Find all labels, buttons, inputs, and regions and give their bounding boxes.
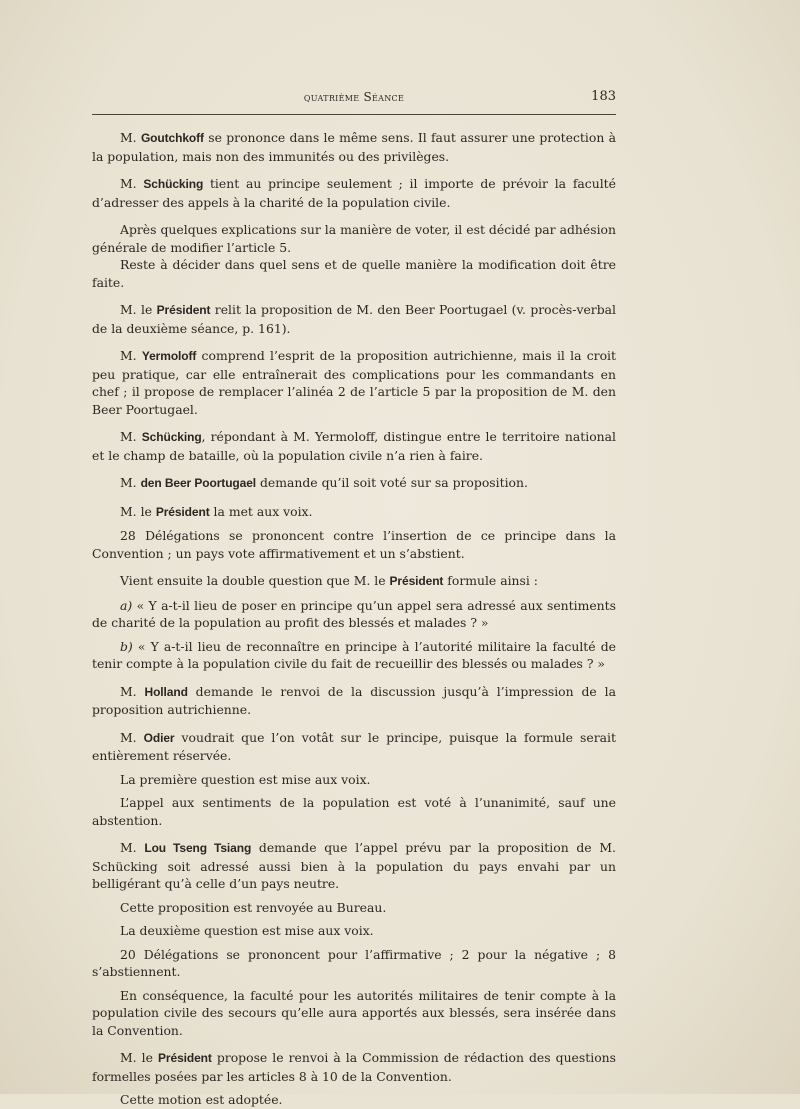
paragraph: M. le Président relit la proposition de M. den Beer Poortugael (v. procès-verbal de la deuxième séance, p. 161).: [92, 302, 616, 336]
paragraph: M. Holland demande le renvoi de la discussion jusqu’à l’impression de la proposition autrichienne.: [92, 683, 616, 717]
speaker-name: Président: [389, 574, 444, 588]
speaker-name: Odier: [143, 730, 175, 745]
paragraph: La deuxième question est mise aux voix.: [120, 923, 374, 938]
speaker-name: Schücking: [141, 430, 202, 444]
header-title: quatrième Séance: [303, 90, 405, 104]
speaker-name: Président: [158, 1051, 212, 1065]
paragraph: Cette motion est adoptée.: [120, 1092, 283, 1107]
speaker-name: Goutchkoff: [140, 131, 204, 145]
paragraph: 28 Délégations se prononcent contre l’insertion de ce principe dans la Convention ; un pays vote affirmativement et un s’abstient.: [92, 528, 616, 561]
paragraph: M. Odier voudrait que l’on votât sur le principe, puisque la formule serait entièrement réservée.: [92, 729, 616, 763]
question-a: a) « Y a-t-il lieu de poser en principe qu’un appel sera adressé aux sentiments de charité de la population au profit des blessés et malades ? »: [92, 597, 616, 630]
header-rule: [92, 114, 616, 115]
speaker-name: Président: [155, 504, 210, 519]
page-number: 183: [591, 89, 616, 104]
paragraph: 20 Délégations se prononcent pour l’affirmative ; 2 pour la négative ; 8 s’abstiennent.: [92, 946, 616, 979]
speaker-name: Schücking: [143, 177, 204, 191]
question-b: b) « Y a-t-il lieu de reconnaître en principe à l’autorité militaire la faculté de tenir compte à la population civile du fait de recueillir des blessés ou malades ? »: [92, 638, 616, 671]
paragraph: M. Schücking tient au principe seulement ; il importe de prévoir la faculté d’adresser des appels à la charité de la population civile.: [92, 176, 616, 210]
paragraph: En conséquence, la faculté pour les autorités militaires de tenir compte à la population civile des secours qu’elle aura apportés aux blessés, sera insérée dans la Convention.: [92, 987, 616, 1038]
speaker-name: Yermoloff: [141, 349, 197, 363]
paragraph: M. Lou Tseng Tsiang demande que l’appel prévu par la proposition de M. Schücking soit adressé aussi bien à la population du pays envahi par un belligérant qu’à celle d’un pays neutre.: [92, 840, 616, 891]
running-header: [92, 90, 616, 110]
paragraph: M. Goutchkoff se prononce dans le même sens. Il faut assurer une protection à la population, mais non des immunités ou des privilèges.: [92, 130, 616, 164]
paragraph: M. Schücking, répondant à M. Yermoloff, distingue entre le territoire national et le champ de bataille, où la population civile n’a rien à faire.: [92, 429, 616, 463]
speaker-name: Holland: [144, 684, 188, 699]
paragraph: Reste à décider dans quel sens et de quelle manière la modification doit être faite.: [92, 257, 616, 290]
paragraph: La première question est mise aux voix.: [120, 771, 371, 787]
speaker-name: den Beer Poortugael: [140, 476, 257, 490]
paragraph: Cette proposition est renvoyée au Bureau.: [120, 899, 387, 915]
paragraph: L’appel aux sentiments de la population est voté à l’unanimité, sauf une abstention.: [92, 795, 616, 828]
paragraph: Vient ensuite la double question que M. le Président formule ainsi :: [120, 573, 538, 588]
paragraph: Après quelques explications sur la manière de voter, il est décidé par adhésion générale de modifier l’article 5.: [92, 222, 616, 255]
speaker-name: Président: [156, 303, 211, 317]
paragraph: M. Yermoloff comprend l’esprit de la proposition autrichienne, mais il la croit peu pratique, car elle entraînerait des complications pour les commandants en chef ; il propose de remplacer l’alinéa 2 de l’article 5 par la proposition de M. den Beer Poortugael.: [92, 348, 616, 417]
paragraph: M. le Président la met aux voix.: [120, 503, 313, 519]
paragraph: M. den Beer Poortugael demande qu’il soit voté sur sa proposition.: [120, 475, 528, 490]
speaker-name: Lou Tseng Tsiang: [144, 841, 252, 855]
paragraph: M. le Président propose le renvoi à la Commission de rédaction des questions formelles posées par les articles 8 à 10 de la Convention.: [92, 1050, 616, 1084]
document-body: [92, 129, 616, 1109]
